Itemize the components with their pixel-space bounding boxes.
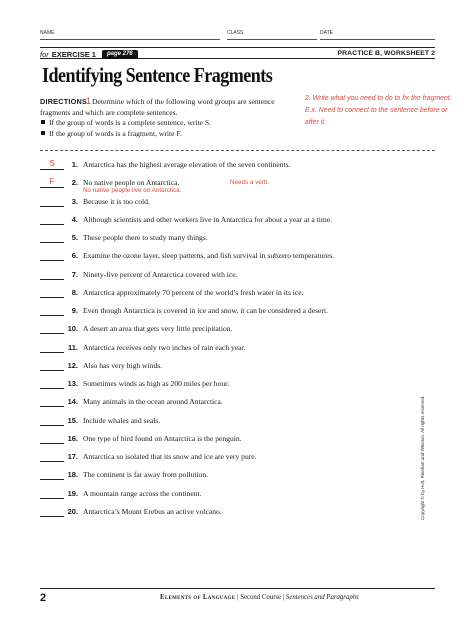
exercise-label: EXERCISE 1: [51, 49, 96, 59]
answer-blank[interactable]: [40, 489, 64, 499]
item-number: 14.: [67, 397, 78, 407]
item-number: 19.: [67, 488, 78, 498]
answer-blank[interactable]: [40, 452, 64, 462]
exercise-item: [40, 452, 440, 470]
directions-bullet-2: [40, 129, 302, 140]
item-text: The continent is far away from pollution.: [83, 470, 209, 480]
exercise-strip: [40, 47, 435, 59]
item-number: 18.: [67, 470, 78, 480]
item-text: Include whales and seals.: [83, 415, 161, 425]
red-annotation-note: [305, 93, 465, 129]
class-label: CLASS: [227, 30, 244, 36]
practice-label: PRACTICE B, WORKSHEET 2: [337, 50, 435, 57]
answer-blank[interactable]: [40, 379, 64, 389]
dashed-divider: [40, 150, 435, 151]
item-text: Although scientists and other workers live in Antarctica for about a year at a time.: [83, 214, 333, 224]
exercise-item: [40, 489, 440, 507]
header-fields: [40, 30, 435, 42]
square-bullet-icon: [41, 120, 45, 124]
name-label: NAME: [40, 30, 55, 36]
red-note-line-3: after it.: [305, 119, 327, 126]
item-number: 8.: [71, 287, 78, 297]
answer-blank[interactable]: [40, 288, 64, 298]
item-text: Antarctica receives only two inches of rain each year.: [83, 342, 246, 352]
item-text: These people there to study many things.: [83, 233, 208, 242]
answer-blank[interactable]: [40, 178, 64, 188]
answer-blank[interactable]: [40, 197, 64, 207]
item-text: Even though Antarctica is covered in ice and snow, it can be considered a desert.: [83, 306, 328, 315]
item-number: 20.: [67, 506, 78, 516]
item-number: 1.: [71, 160, 78, 169]
item-number: 2.: [71, 178, 78, 188]
exercise-item: [40, 306, 440, 324]
directions-text-2: fragments and which are complete sentences.: [40, 107, 178, 117]
copyright-notice: Copyright © by Holt, Rinehart and Winston. All rights reserved.: [420, 395, 425, 520]
exercise-item: [40, 361, 440, 379]
item-number: 6.: [71, 251, 78, 261]
item-number: 17.: [67, 452, 78, 461]
answer-blank[interactable]: [40, 507, 64, 517]
answer-blank[interactable]: [40, 306, 64, 316]
exercise-item: [40, 251, 440, 269]
answer-blank[interactable]: [40, 160, 64, 170]
exercise-item: [40, 343, 440, 361]
item-text: Also has very high winds.: [83, 360, 163, 370]
directions-bullet-1: [40, 118, 302, 129]
answer-text: F: [49, 177, 55, 187]
square-bullet-icon: [41, 131, 45, 135]
answer-blank[interactable]: [40, 361, 64, 371]
item-number: 3.: [71, 196, 78, 206]
date-label: DATE: [320, 30, 333, 36]
exercise-item: [40, 160, 440, 178]
answer-blank[interactable]: [40, 233, 64, 243]
item-text: Many animals in the ocean around Antarctica.: [83, 397, 223, 407]
item-text: No native people on Antarctica.: [83, 178, 180, 188]
answer-blank[interactable]: [40, 251, 64, 261]
answer-blank[interactable]: [40, 324, 64, 334]
item-number: 16.: [67, 433, 78, 443]
answer-blank[interactable]: [40, 343, 64, 353]
exercise-item: [40, 288, 440, 306]
item-text: Antarctica’s Mount Erebus an active volcano.: [83, 506, 222, 516]
footer-separator-2: |: [281, 594, 286, 601]
answer-blank[interactable]: [40, 397, 64, 407]
exercise-reference: [40, 49, 138, 59]
item-text: Ninety-five percent of Antarctica covered with ice.: [83, 269, 238, 279]
item-number: 7.: [71, 269, 78, 279]
exercise-item: [40, 215, 440, 233]
item-text: Antarctica has the highest average elevation of the seven continents.: [83, 160, 291, 169]
item-number: 5.: [71, 233, 78, 242]
bullet-1-text: If the group of words is a complete sentence, write S.: [49, 118, 211, 127]
exercise-item: [40, 379, 440, 397]
item-text: Examine the ozone layer, sleep patterns, and fish survival in subzero temperatures.: [83, 251, 335, 261]
item-number: 10.: [67, 324, 78, 334]
directions: [40, 96, 302, 139]
exercise-item: [40, 270, 440, 288]
item-text: Because it is too cold.: [83, 196, 150, 206]
item-feedback-note: Needs a verb.: [230, 179, 270, 187]
item-text: Antarctica so isolated that its snow and ice are very pure.: [83, 452, 257, 461]
class-line: [227, 39, 317, 40]
exercise-item: [40, 197, 440, 215]
item-correction-note: No native people live on Antarctica.: [83, 187, 182, 195]
answer-blank[interactable]: [40, 270, 64, 280]
footer-citation: [160, 594, 359, 601]
page-reference-badge: page 276: [102, 50, 138, 59]
footer-section: Sentences and Paragraphs: [285, 594, 359, 601]
item-number: 4.: [71, 214, 78, 224]
exercise-item: [40, 507, 440, 525]
answer-blank[interactable]: [40, 470, 64, 480]
exercise-item: [40, 470, 440, 488]
for-label: for: [40, 49, 49, 59]
item-number: 13.: [67, 379, 78, 388]
bullet-2-text: If the group of words is a fragment, write F.: [49, 128, 182, 138]
page-title: Identifying Sentence Fragments: [42, 63, 273, 87]
item-text: One type of bird found on Antarctica is the penguin.: [83, 433, 242, 443]
answer-text: S: [49, 159, 55, 168]
item-number: 15.: [67, 415, 78, 425]
answer-blank[interactable]: [40, 416, 64, 426]
red-note-line-1: 2. Write what you need to do to fix the fragment.: [305, 95, 452, 102]
item-number: 12.: [67, 360, 78, 370]
item-number: 9.: [71, 306, 78, 315]
exercise-item: [40, 397, 440, 415]
item-text: A desert an area that gets very little precipitation.: [83, 324, 233, 334]
exercise-item: [40, 434, 440, 452]
footer-book-title: Elements of Language: [160, 594, 236, 601]
exercise-item: [40, 416, 440, 434]
exercise-item: [40, 178, 440, 196]
exercise-item: [40, 324, 440, 342]
exercise-items: [40, 160, 440, 525]
answer-blank[interactable]: [40, 215, 64, 225]
item-text: A mountain range across the continent.: [83, 488, 202, 498]
footer-separator: |: [235, 594, 241, 601]
date-line: [320, 39, 435, 40]
directions-annotation-mark: 1: [86, 96, 92, 106]
item-text: Antarctica approximately 70 percent of the world’s fresh water in its ice.: [83, 287, 304, 297]
item-number: 11.: [67, 342, 78, 352]
directions-label: DIRECTIONS: [40, 97, 87, 106]
red-note-line-2: E.x. Need to connect to the sentence before or: [305, 107, 448, 114]
footer-course: Second Course: [240, 594, 282, 601]
item-text: Sometimes winds as high as 200 miles per hour.: [83, 379, 230, 388]
page-number: 2: [40, 592, 47, 604]
answer-blank[interactable]: [40, 434, 64, 444]
footer-divider: [40, 588, 435, 589]
name-line: [40, 39, 220, 40]
exercise-item: [40, 233, 440, 251]
directions-text-1: Determine which of the following word groups are sentence: [92, 97, 275, 106]
